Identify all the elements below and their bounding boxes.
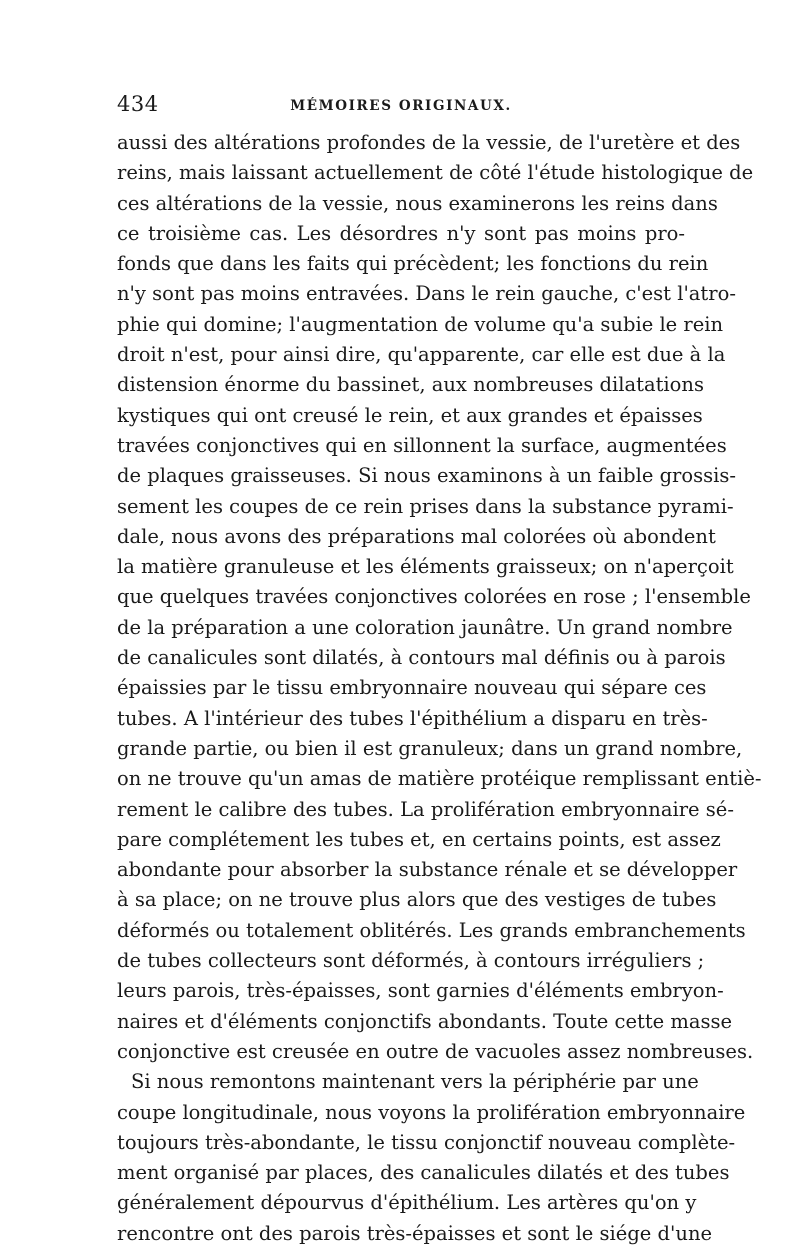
text-line: épaissies par le tissu embryonnaire nouveau qui sépare ces [117,676,707,700]
text-line: toujours très-abondante, le tissu conjonctif nouveau complète- [117,1130,736,1154]
text-line: de la préparation a une coloration jaunâtre. Un grand nombre [117,615,733,639]
text-line: sement les coupes de ce rein prises dans la substance pyrami- [117,494,734,518]
text-line: de plaques graisseuses. Si nous examinons à un faible grossis- [117,464,736,488]
text-line: généralement dépourvus d'épithélium. Les artères qu'on y [117,1191,697,1215]
text-line: fonds que dans les faits qui précèdent; les fonctions du rein [117,252,709,276]
text-line: droit n'est, pour ainsi dire, qu'apparente, car elle est due à la [117,343,726,367]
text-line: n'y sont pas moins entravées. Dans le rein gauche, c'est l'atro- [117,282,736,306]
text-line: distension énorme du bassinet, aux nombreuses dilatations [117,373,704,397]
running-head [117,92,685,122]
text-line: de tubes collecteurs sont déformés, à contours irréguliers ; [117,949,705,973]
text-line: reins, mais laissant actuellement de côté l'étude histologique de [117,161,754,185]
text-line: travées conjonctives qui en sillonnent la surface, augmentées [117,433,727,457]
paragraph [117,1067,746,1249]
text-line: dale, nous avons des préparations mal colorées où abondent [117,524,716,548]
text-line: de canalicules sont dilatés, à contours mal définis ou à parois [117,646,726,670]
text-line: à sa place; on ne trouve plus alors que des vestiges de tubes [117,888,717,912]
text-line: tubes. A l'intérieur des tubes l'épithélium a disparu en très- [117,706,708,730]
text-line: que quelques travées conjonctives colorées en rose ; l'ensemble [117,585,751,609]
paragraph [117,128,762,1067]
text-line: on ne trouve qu'un amas de matière protéique remplissant entiè- [117,767,762,791]
page-number: 434 [117,92,159,116]
text-line: ces altérations de la vessie, nous examinerons les reins dans [117,191,718,215]
running-title: MÉMOIRES ORIGINAUX. [290,98,512,114]
text-line: abondante pour absorber la substance rénale et se développer [117,858,738,882]
body-text [117,128,762,1249]
text-line: aussi des altérations profondes de la vessie, de l'uretère et des [117,131,741,154]
text-line: ment organisé par places, des canalicules dilatés et des tubes [117,1161,730,1185]
text-line: grande partie, ou bien il est granuleux; dans un grand nombre, [117,736,743,760]
text-line: pare complétement les tubes et, en certains points, est assez [117,827,721,851]
text-line: rencontre ont des parois très-épaisses et sont le siége d'une [117,1221,713,1245]
text-line: déformés ou totalement oblitérés. Les grands embranchements [117,918,746,942]
text-line: ce troisième cas. Les désordres n'y sont pas moins pro- [117,221,685,245]
text-line: conjonctive est creusée en outre de vacuoles assez nombreuses. [117,1039,754,1063]
text-line: Si nous remontons maintenant vers la périphérie par une [131,1070,699,1094]
text-line: leurs parois, très-épaisses, sont garnies d'éléments embryon- [117,979,724,1003]
text-line: la matière granuleuse et les éléments graisseux; on n'aperçoit [117,555,734,579]
text-line: rement le calibre des tubes. La prolifération embryonnaire sé- [117,797,734,821]
text-line: phie qui domine; l'augmentation de volume qu'a subie le rein [117,312,724,336]
text-line: naires et d'éléments conjonctifs abondants. Toute cette masse [117,1009,733,1033]
text-line: kystiques qui ont creusé le rein, et aux grandes et épaisses [117,403,703,427]
text-line: coupe longitudinale, nous voyons la prolifération embryonnaire [117,1100,746,1124]
